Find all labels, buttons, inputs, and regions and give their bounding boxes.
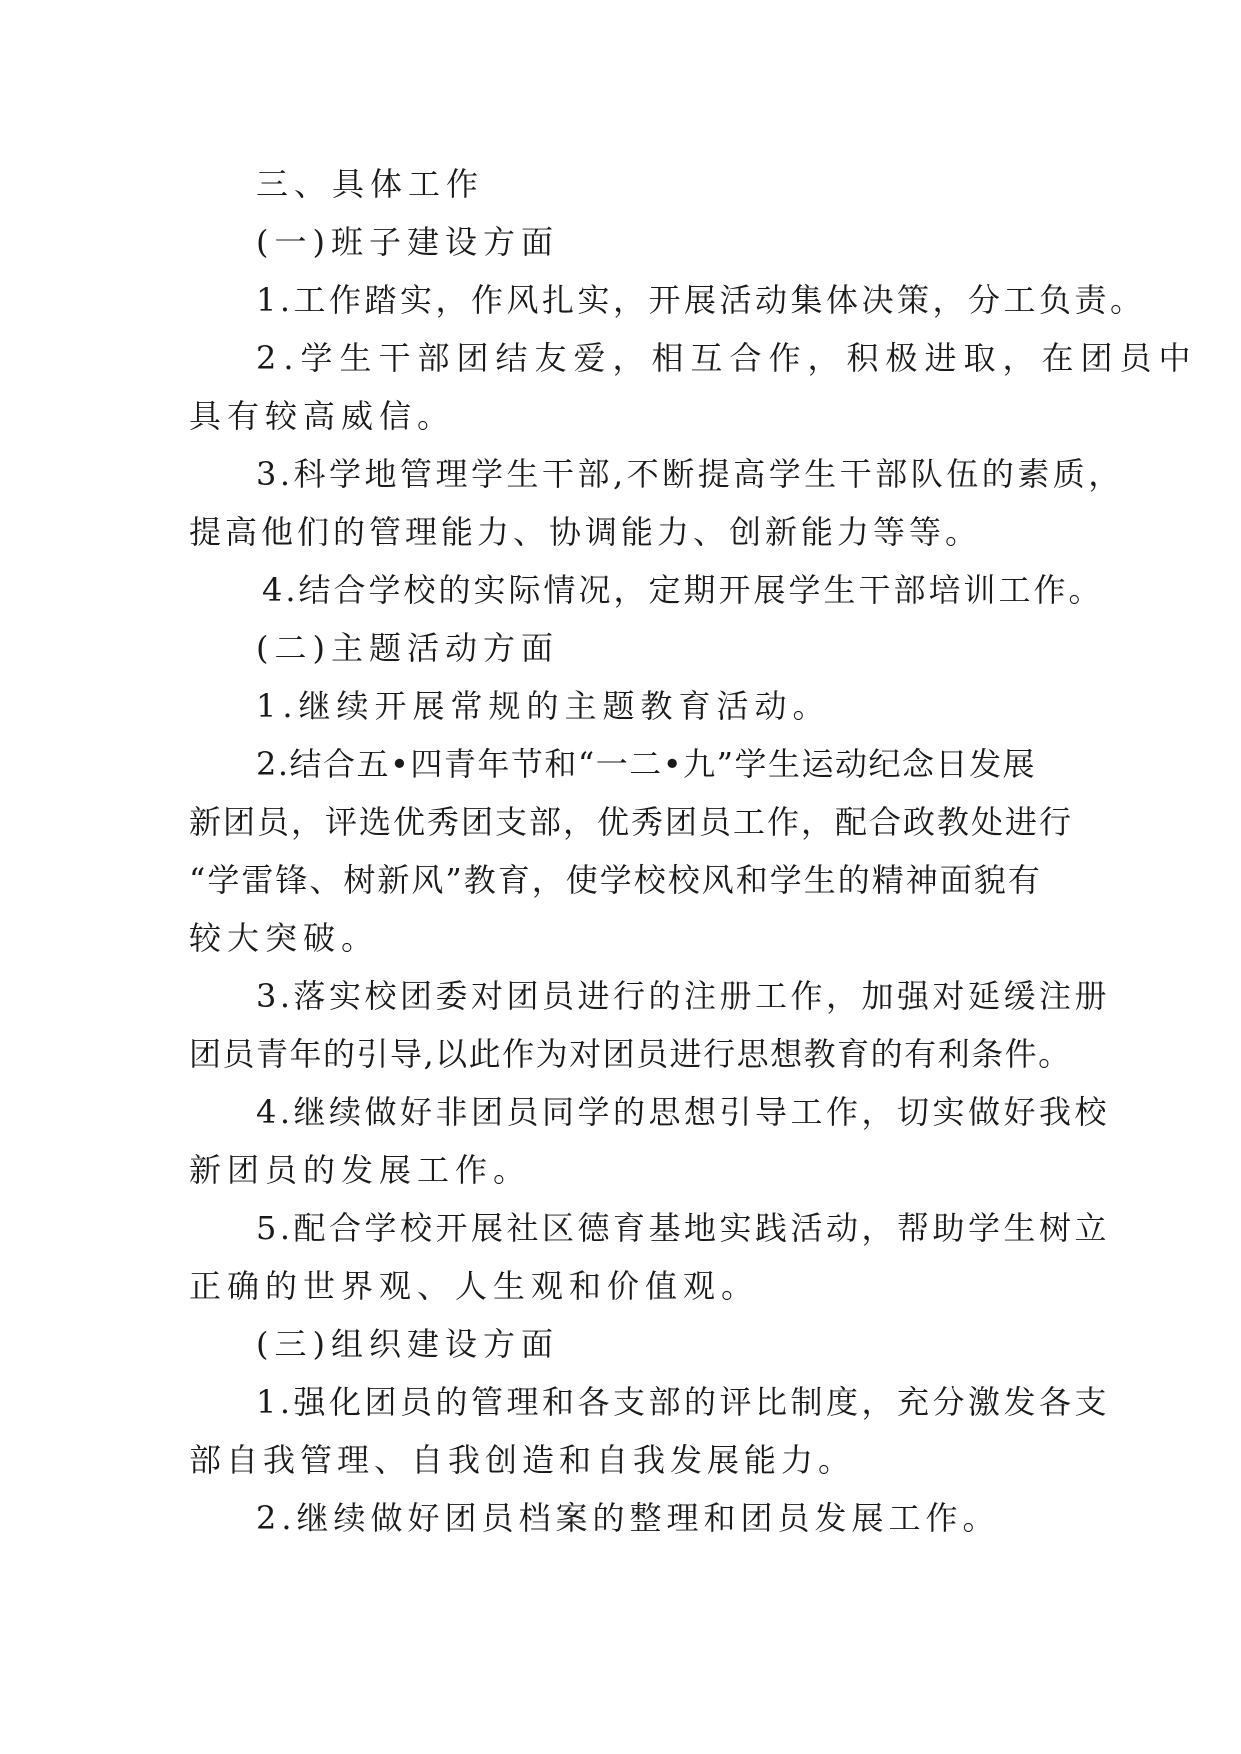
subsection-heading: (三)组织建设方面 xyxy=(256,1325,559,1363)
paragraph-line: 3.科学地管理学生干部,不断提高学生干部队伍的素质， xyxy=(256,455,1124,493)
paragraph-line: 具有较高威信。 xyxy=(189,397,456,435)
paragraph-line: 较大突破。 xyxy=(189,919,380,957)
paragraph-line: 1.继续开展常规的主题教育活动。 xyxy=(256,687,831,725)
paragraph-line: 新团员的发展工作。 xyxy=(189,1151,532,1189)
paragraph-line: 3.落实校团委对团员进行的注册工作，加强对延缓注册 xyxy=(256,977,1111,1015)
paragraph-line: 2.学生干部团结友爱，相互合作，积极进取，在团员中 xyxy=(256,339,1198,377)
paragraph-line: 2.结合五•四青年节和“一二•九”学生运动纪念日发展 xyxy=(256,745,1037,783)
subsection-heading: (一)班子建设方面 xyxy=(256,223,559,261)
paragraph-line: 1.工作踏实，作风扎实，开展活动集体决策，分工负责。 xyxy=(256,281,1146,319)
paragraph-line: 2.继续做好团员档案的整理和团员发展工作。 xyxy=(256,1499,1000,1537)
paragraph-line: 提高他们的管理能力、协调能力、创新能力等等。 xyxy=(189,513,982,551)
paragraph-line: 4.继续做好非团员同学的思想引导工作，切实做好我校 xyxy=(256,1093,1111,1131)
paragraph-line: 5.配合学校开展社区德育基地实践活动，帮助学生树立 xyxy=(256,1209,1111,1247)
paragraph-line: 正确的世界观、人生观和价值观。 xyxy=(189,1267,760,1305)
paragraph-line: 新团员，评选优秀团支部，优秀团员工作，配合政教处进行 xyxy=(189,803,1074,841)
section-heading: 三、具体工作 xyxy=(256,165,485,203)
paragraph-line: “学雷锋、树新风”教育，使学校校风和学生的精神面貌有 xyxy=(189,861,1042,899)
paragraph-line: 4.结合学校的实际情况，定期开展学生干部培训工作。 xyxy=(262,571,1104,609)
paragraph-line: 部自我管理、自我创造和自我发展能力。 xyxy=(189,1441,856,1479)
paragraph-line: 团员青年的引导,以此作为对团员进行思想教育的有利条件。 xyxy=(189,1035,1072,1073)
paragraph-line: 1.强化团员的管理和各支部的评比制度，充分激发各支 xyxy=(256,1383,1111,1421)
subsection-heading: (二)主题活动方面 xyxy=(256,629,559,667)
